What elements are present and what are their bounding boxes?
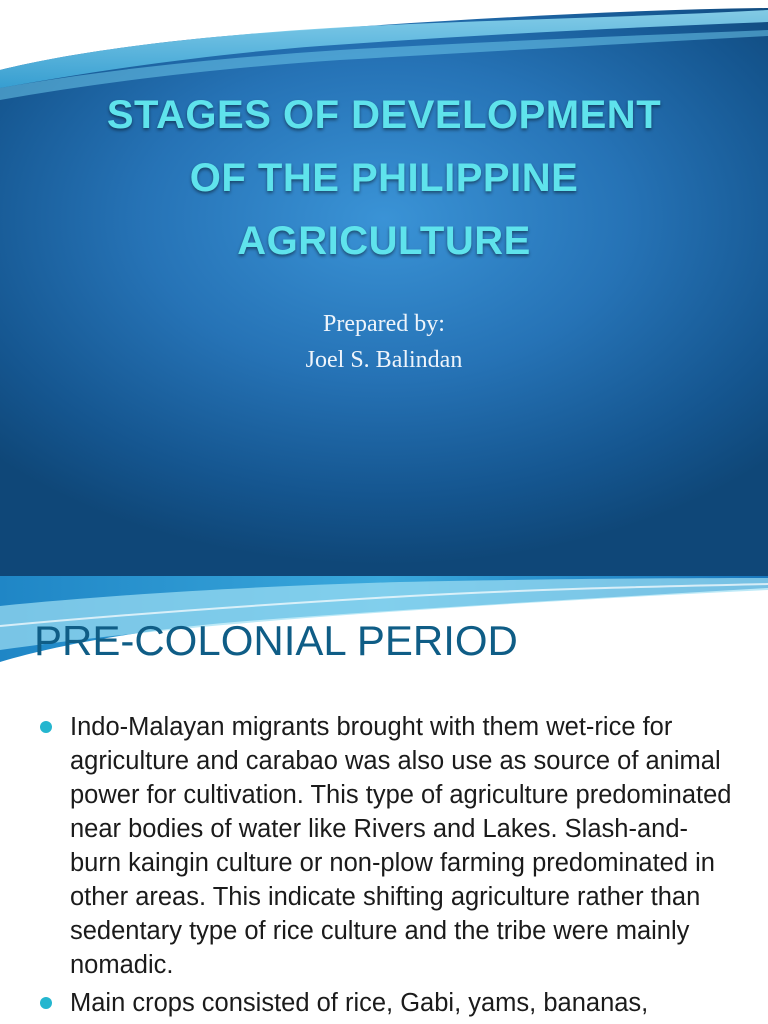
bullet-icon	[40, 997, 52, 1009]
presentation-title: STAGES OF DEVELOPMENT OF THE PHILIPPINE AGRICULTURE	[106, 93, 662, 263]
prepared-by-label: Prepared by:	[323, 311, 445, 337]
bullet-list	[38, 710, 738, 1024]
list-item	[38, 986, 738, 1020]
author-name: Joel S. Balindan	[305, 347, 463, 373]
section-title: PRE-COLONIAL PERIOD	[34, 617, 518, 664]
bullet-icon	[40, 721, 52, 733]
subtitle-block	[0, 306, 768, 378]
bullet-text: Indo-Malayan migrants brought with them wet-rice for agriculture and carabao was also use as source of animal power for cultivation. This type of agriculture predominated near bodies of water like Rivers and Lakes. Slash-and-burn kaingin culture or non-plow farming predominated in other areas. This indicate shifting agriculture rather than sedentary type of rice culture and the tribe were mainly nomadic.	[70, 713, 732, 979]
bullet-text: Main crops consisted of rice, Gabi, yams, bananas,	[70, 989, 649, 1017]
content-slide	[0, 576, 768, 1024]
list-item	[38, 710, 738, 982]
